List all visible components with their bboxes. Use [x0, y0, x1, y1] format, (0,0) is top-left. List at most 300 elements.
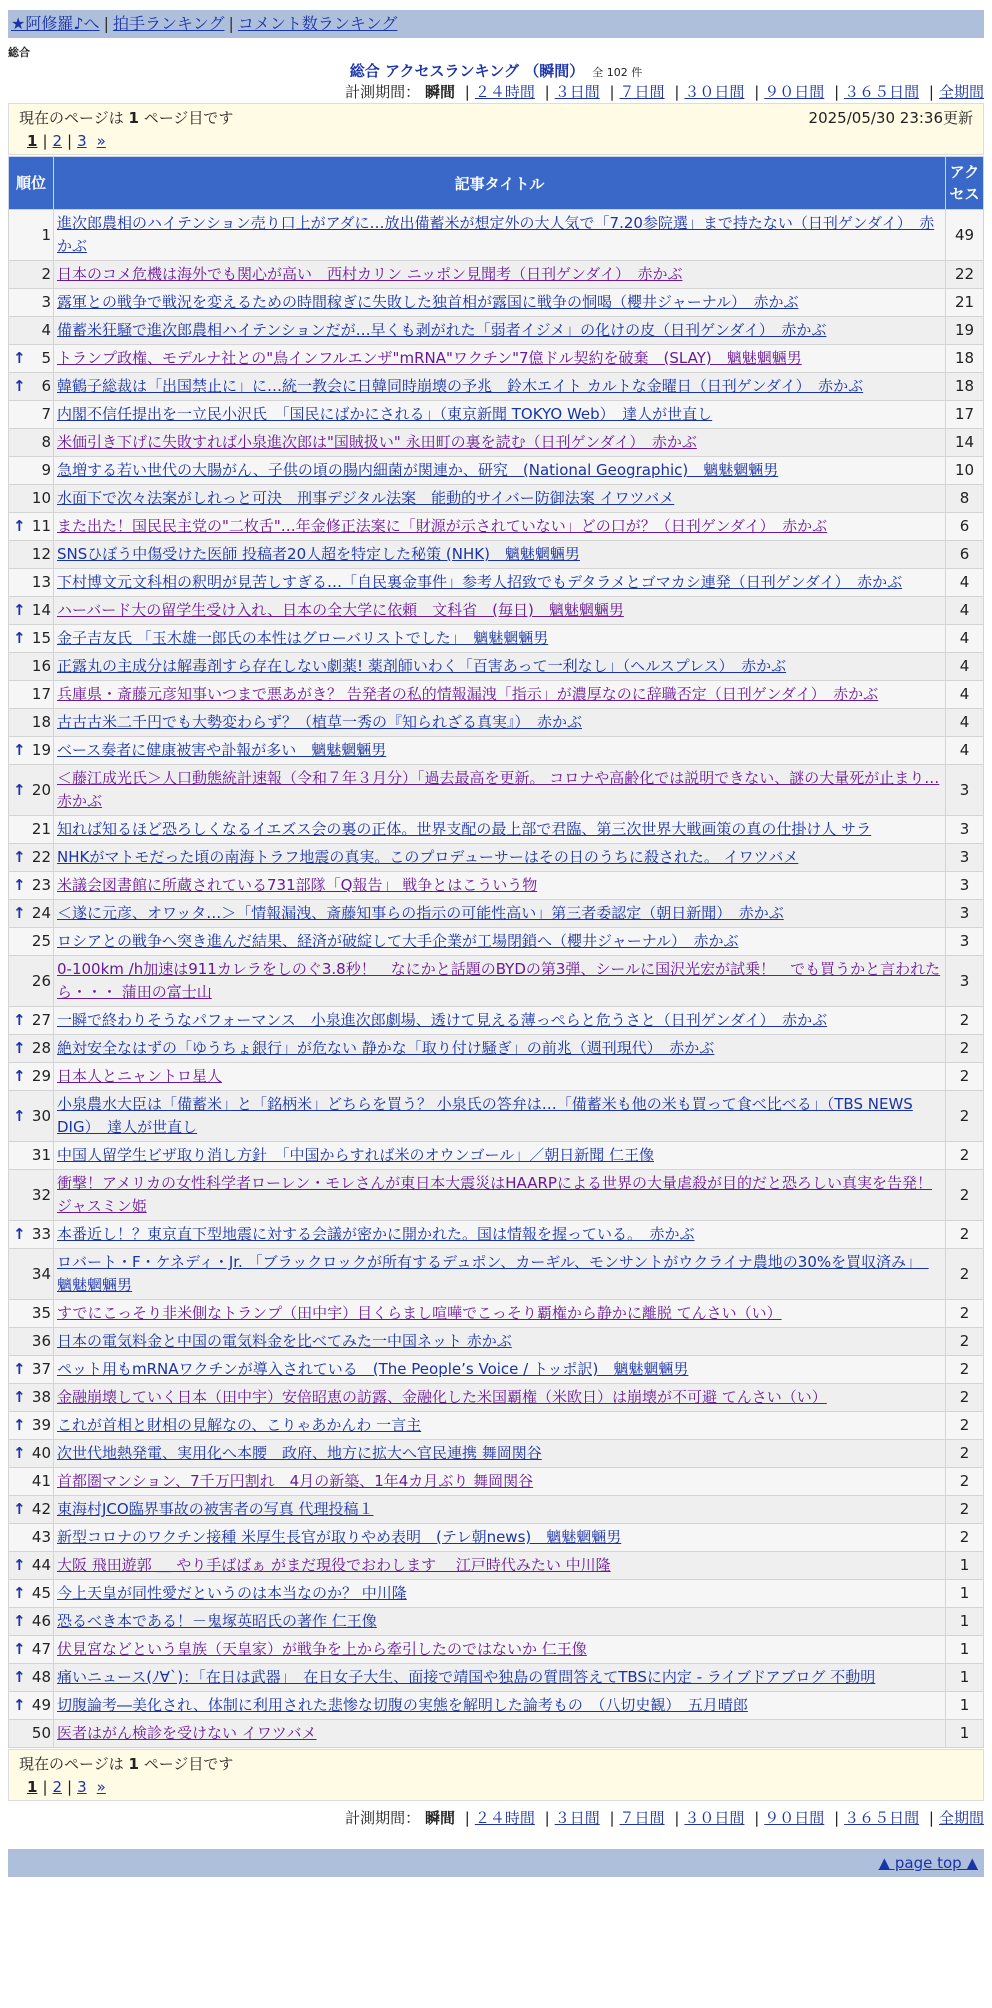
table-row	[9, 653, 984, 681]
rank-number: 13	[31, 573, 51, 591]
article-link[interactable]: 進次郎農相のハイテンション売り口上がアダに…放出備蓄米が想定外の大人気で「7.20参院選」まで持たない（日刊ゲンダイ） 赤かぶ	[57, 214, 935, 255]
rank-up-arrow-icon: ↑	[13, 904, 26, 922]
article-link[interactable]: 大阪 飛田遊郭 ＿ やり手ばばぁ がまだ現役でおわします 江戸時代みたい 中川隆	[57, 1556, 611, 1574]
title-cell	[54, 541, 946, 569]
rank-cell	[9, 569, 54, 597]
table-row	[9, 1692, 984, 1720]
table-row	[9, 1300, 984, 1328]
article-link[interactable]: 今上天皇が同性愛だというのは本当なのか？ 中川隆	[57, 1584, 407, 1602]
rank-cell	[9, 1524, 54, 1552]
article-link[interactable]: すでにこっそり非米側なトランプ（田中宇）目くらまし喧嘩でこっそり覇権から静かに離脱 てんさい（い）	[57, 1304, 782, 1322]
table-row	[9, 1142, 984, 1170]
rank-cell	[9, 900, 54, 928]
rank-cell	[9, 429, 54, 457]
period-365d[interactable]: ３６５日間	[844, 83, 920, 101]
article-link[interactable]: 医者はがん検診を受けない イワツバメ	[57, 1724, 317, 1742]
table-row	[9, 1328, 984, 1356]
rank-up-arrow-icon: ↑	[13, 601, 26, 619]
rank-up-arrow-icon: ↑	[13, 377, 26, 395]
rank-number: 46	[31, 1612, 51, 1630]
article-link[interactable]: 米議会図書館に所蔵されている731部隊「Q報告」 戦争とはこういう物	[57, 876, 538, 894]
table-row	[9, 900, 984, 928]
access-count: 1	[946, 1636, 984, 1664]
period-24h[interactable]: ２４時間	[474, 1809, 535, 1827]
rank-cell	[9, 485, 54, 513]
rank-cell	[9, 289, 54, 317]
title-cell	[54, 1063, 946, 1091]
article-link[interactable]: 内閣不信任提出を一立民小沢氏 「国民にばかにされる」（東京新聞 TOKYO Web） 達人が世直し	[57, 405, 713, 423]
top-nav	[8, 10, 984, 38]
rank-cell	[9, 1636, 54, 1664]
header-title: 記事タイトル	[54, 157, 946, 210]
rank-number: 31	[31, 1146, 51, 1164]
article-link[interactable]: 兵庫県・斎藤元彦知事いつまで悪あがき？ 告発者の私的情報漏洩「指示」が濃厚なのに辞職否定（日刊ゲンダイ） 赤かぶ	[57, 685, 879, 703]
table-row	[9, 261, 984, 289]
article-link[interactable]: 新型コロナのワクチン接種 米厚生長官が取りやめ表明 (テレ朝news) 魑魅魍魎男	[57, 1528, 622, 1546]
rank-up-arrow-icon: ↑	[13, 1668, 26, 1686]
access-count: 2	[946, 1356, 984, 1384]
rank-cell	[9, 872, 54, 900]
rank-up-arrow-icon: ↑	[13, 1696, 26, 1714]
page-link-3[interactable]: 3	[77, 1778, 87, 1796]
article-link[interactable]: 知れば知るほど恐ろしくなるイエズス会の裏の正体。世界支配の最上部で君臨、第三次世界大戦画策の真の仕掛け人 サラ	[57, 820, 872, 838]
period-3d[interactable]: ３日間	[554, 1809, 600, 1827]
rank-number: 34	[31, 1264, 51, 1283]
header-rank: 順位	[9, 157, 54, 210]
rank-up-arrow-icon: ↑	[13, 1039, 26, 1057]
period-7d[interactable]: ７日間	[619, 1809, 665, 1827]
page-link-current: 1	[27, 132, 38, 150]
rank-cell	[9, 541, 54, 569]
page-link-current: 1	[27, 1778, 38, 1796]
article-link[interactable]: 金子吉友氏 「玉木雄一郎氏の本性はグローバリストでした」 魑魅魍魎男	[57, 629, 549, 647]
access-count: 4	[946, 681, 984, 709]
rank-number: 44	[31, 1556, 51, 1574]
rank-number: 49	[31, 1696, 51, 1714]
rank-cell	[9, 1007, 54, 1035]
period-24h[interactable]: ２４時間	[474, 83, 535, 101]
rank-up-arrow-icon: ↑	[13, 1416, 26, 1434]
period-all[interactable]: 全期間	[938, 1809, 984, 1827]
title-cell	[54, 345, 946, 373]
access-count: 2	[946, 1170, 984, 1221]
nav-asyura-home[interactable]: ★阿修羅♪へ	[11, 14, 100, 33]
article-link[interactable]: ロバート・F・ケネディ・Jr. 「ブラックロックが所有するデュポン、カーギル、モンサントがウクライナ農地の30%を買収済み」 魑魅魍魎男	[57, 1253, 929, 1294]
article-link[interactable]: 衝撃！アメリカの女性科学者ローレン・モレさんが東日本大震災はHAARPによる世界の大量虐殺が目的だと恐ろしい真実を告発！ ジャスミン姫	[57, 1174, 932, 1215]
rank-cell	[9, 765, 54, 816]
table-row	[9, 1608, 984, 1636]
rank-up-arrow-icon: ↑	[13, 349, 26, 367]
table-row	[9, 872, 984, 900]
period-selector-bottom: 計測期間： 瞬間 | ２４時間 | ３日間 | ７日間 | ３０日間 | ９０日間 | ３６５日間 | 全期間	[345, 1809, 984, 1827]
article-link[interactable]: 備蓄米狂騒で進次郎農相ハイテンションだが…早くも剥がれた「弱者イジメ」の化けの皮（日刊ゲンダイ） 赤かぶ	[57, 321, 827, 339]
rank-number: 11	[31, 517, 51, 535]
period-selector-top: 計測期間： 瞬間 | ２４時間 | ３日間 | ７日間 | ３０日間 | ９０日間 | ３６５日間 | 全期間	[345, 83, 984, 101]
title-cell	[54, 1636, 946, 1664]
access-count: 1	[946, 1580, 984, 1608]
article-link[interactable]: ＜藤江成光氏＞人口動態統計速報（令和７年３月分）「過去最高を更新。 コロナや高齢化では説明できない、謎の大量死が止まり… 赤かぶ	[57, 769, 940, 810]
rank-cell	[9, 844, 54, 872]
rank-number: 18	[31, 713, 51, 731]
title-cell	[54, 1035, 946, 1063]
rank-up-arrow-icon: ↑	[13, 1388, 26, 1406]
page-link-2[interactable]: 2	[52, 132, 63, 150]
rank-cell	[9, 709, 54, 737]
rank-cell	[9, 1580, 54, 1608]
rank-cell	[9, 345, 54, 373]
title-cell	[54, 1300, 946, 1328]
table-row	[9, 1524, 984, 1552]
article-link[interactable]: これが首相と財相の見解なの、こりゃあかんわ 一言主	[57, 1416, 422, 1434]
title-cell	[54, 1142, 946, 1170]
period-label: 計測期間：	[345, 83, 421, 101]
title-cell	[54, 1720, 946, 1748]
table-row	[9, 373, 984, 401]
pagination-box-top	[8, 103, 984, 155]
table-row	[9, 289, 984, 317]
table-row	[9, 1720, 984, 1748]
article-link[interactable]: NHKがマトモだった頃の南海トラフ地震の真実。このプロデューサーはその日のうちに殺された。 イワツバメ	[57, 848, 799, 866]
rank-cell	[9, 1664, 54, 1692]
title-cell	[54, 1328, 946, 1356]
access-count: 2	[946, 1496, 984, 1524]
table-row	[9, 1552, 984, 1580]
table-row	[9, 625, 984, 653]
article-link[interactable]: 日本のコメ危機は海外でも関心が高い 西村カリン ニッポン見聞考（日刊ゲンダイ） 赤かぶ	[57, 265, 683, 283]
title-cell	[54, 373, 946, 401]
rank-cell	[9, 1720, 54, 1748]
access-count: 3	[946, 844, 984, 872]
article-link[interactable]: 急増する若い世代の大腸がん、子供の頃の腸内細菌が関連か、研究 (National Geographic) 魑魅魍魎男	[57, 461, 779, 479]
table-row	[9, 513, 984, 541]
rank-number: 3	[41, 293, 51, 311]
rank-number: 36	[31, 1332, 51, 1350]
rank-number: 40	[31, 1444, 51, 1462]
article-link[interactable]: 一瞬で終わりそうなパフォーマンス 小泉進次郎劇場、透けて見える薄っぺらと危うさと（日刊ゲンダイ） 赤かぶ	[57, 1011, 828, 1029]
table-row	[9, 1496, 984, 1524]
article-link[interactable]: 切腹論考―美化され、体制に利用された悲惨な切腹の実態を解明した論考もの （八切史観） 五月晴郎	[57, 1696, 748, 1714]
access-count: 10	[946, 457, 984, 485]
page-link-next[interactable]: »	[96, 1778, 106, 1796]
access-count: 21	[946, 289, 984, 317]
rank-up-arrow-icon: ↑	[13, 629, 26, 647]
period-current: 瞬間	[424, 83, 455, 101]
title-cell	[54, 210, 946, 261]
article-link[interactable]: 正露丸の主成分は解毒剤すら存在しない劇薬! 薬剤師いわく「百害あって一利なし」（ヘルスプレス） 赤かぶ	[57, 657, 787, 675]
access-count: 2	[946, 1384, 984, 1412]
access-count: 17	[946, 401, 984, 429]
table-row	[9, 210, 984, 261]
article-link[interactable]: 古古古米二千円でも大勢変わらず？（植草一秀の『知られざる真実』） 赤かぶ	[57, 713, 583, 731]
article-link[interactable]: 本番近し！？東京直下型地震に対する会議が密かに開かれた。国は情報を握っている。 赤かぶ	[57, 1225, 695, 1243]
title-cell	[54, 1091, 946, 1142]
table-row	[9, 345, 984, 373]
rank-cell	[9, 816, 54, 844]
rank-cell	[9, 1496, 54, 1524]
period-all[interactable]: 全期間	[938, 83, 984, 101]
table-row	[9, 1580, 984, 1608]
rank-cell	[9, 928, 54, 956]
page-link-next[interactable]: »	[96, 132, 106, 150]
title-cell	[54, 1221, 946, 1249]
rank-up-arrow-icon: ↑	[13, 1011, 26, 1029]
rank-cell	[9, 261, 54, 289]
article-link[interactable]: ロシアとの戦争へ突き進んだ結果、経済が破綻して大手企業が工場閉鎖へ（櫻井ジャーナル） 赤かぶ	[57, 932, 739, 950]
access-count: 3	[946, 956, 984, 1007]
table-row	[9, 1007, 984, 1035]
rank-cell	[9, 1356, 54, 1384]
rank-cell	[9, 653, 54, 681]
access-count: 19	[946, 317, 984, 345]
page-link-3[interactable]: 3	[77, 132, 87, 150]
access-count: 18	[946, 373, 984, 401]
article-link[interactable]: 絶対安全なはずの「ゆうちょ銀行」が危ない 静かな「取り付け騒ぎ」の前兆（週刊現代） 赤かぶ	[57, 1039, 715, 1057]
table-row	[9, 816, 984, 844]
title-cell	[54, 1412, 946, 1440]
title-cell	[54, 401, 946, 429]
title-cell	[54, 289, 946, 317]
title-cell	[54, 737, 946, 765]
rank-number: 26	[31, 971, 51, 990]
title-cell	[54, 844, 946, 872]
rank-cell	[9, 625, 54, 653]
rank-number: 10	[31, 489, 51, 507]
rank-cell	[9, 956, 54, 1007]
article-link[interactable]: トランプ政権、モデルナ社との"鳥インフルエンザ"mRNA"ワクチン"7億ドル契約を破棄 (SLAY) 魑魅魍魎男	[57, 349, 802, 367]
access-count: 8	[946, 485, 984, 513]
rank-number: 27	[31, 1011, 51, 1029]
rank-number: 47	[31, 1640, 51, 1658]
article-link[interactable]: 次世代地熱発電、実用化へ本腰 政府、地方に拡大へ官民連携 舞岡関谷	[57, 1444, 542, 1462]
table-row	[9, 1636, 984, 1664]
rank-number: 38	[31, 1388, 51, 1406]
rank-number: 19	[31, 741, 51, 759]
title-cell	[54, 1692, 946, 1720]
title-cell	[54, 765, 946, 816]
article-link[interactable]: 露軍との戦争で戦況を変えるための時間稼ぎに失敗した独首相が露国に戦争の恫喝（櫻井ジャーナル） 赤かぶ	[57, 293, 799, 311]
title-cell	[54, 1524, 946, 1552]
article-link[interactable]: 伏見宮などという皇族（天皇家）が戦争を上から牽引したのではないか 仁王像	[57, 1640, 587, 1658]
article-link[interactable]: 小泉農水大臣は「備蓄米」と「銘柄米」どちらを買う？ 小泉氏の答弁は…「備蓄米も他の米も買って食べ比べる」（TBS NEWS DIG） 達人が世直し	[57, 1095, 913, 1136]
title-cell	[54, 1356, 946, 1384]
rank-up-arrow-icon: ↑	[13, 741, 26, 759]
title-cell	[54, 709, 946, 737]
rank-cell	[9, 597, 54, 625]
rank-up-arrow-icon: ↑	[13, 1225, 26, 1243]
access-count: 6	[946, 541, 984, 569]
period-7d[interactable]: ７日間	[619, 83, 665, 101]
access-count: 2	[946, 1412, 984, 1440]
nav-comment-ranking[interactable]: コメント数ランキング	[237, 14, 398, 33]
rank-number: 32	[31, 1185, 51, 1204]
rank-number: 48	[31, 1668, 51, 1686]
title-cell	[54, 317, 946, 345]
rank-number: 39	[31, 1416, 51, 1434]
table-row	[9, 401, 984, 429]
access-count: 2	[946, 1468, 984, 1496]
rank-number: 15	[31, 629, 51, 647]
article-link[interactable]: ペット用もmRNAワクチンが導入されている (The People’s Voice / トッポ訳) 魑魅魍魎男	[57, 1360, 689, 1378]
rank-up-arrow-icon: ↑	[13, 1444, 26, 1462]
access-count: 2	[946, 1249, 984, 1300]
article-link[interactable]: 恐るべき本である！－鬼塚英昭氏の著作 仁王像	[57, 1612, 377, 1630]
nav-separator: |	[103, 14, 109, 33]
table-row	[9, 1664, 984, 1692]
rank-up-arrow-icon: ↑	[13, 1360, 26, 1378]
rank-cell	[9, 401, 54, 429]
rank-cell	[9, 737, 54, 765]
article-link[interactable]: 東海村JCO臨界事故の被害者の写真 代理投稿１	[57, 1500, 374, 1518]
title-cell	[54, 1170, 946, 1221]
rank-up-arrow-icon: ↑	[13, 1556, 26, 1574]
rank-cell	[9, 1468, 54, 1496]
title-cell	[54, 1664, 946, 1692]
page-top-link[interactable]: ▲ page top ▲	[878, 1854, 978, 1872]
rank-number: 24	[31, 904, 51, 922]
title-cell	[54, 1552, 946, 1580]
rank-cell	[9, 1221, 54, 1249]
table-row	[9, 1091, 984, 1142]
access-count: 4	[946, 569, 984, 597]
period-90d[interactable]: ９０日間	[764, 83, 825, 101]
article-link[interactable]: ＜遂に元彦、オワッタ…＞「情報漏洩、斎藤知事らの指示の可能性高い」第三者委認定（朝日新聞） 赤かぶ	[57, 904, 784, 922]
article-link[interactable]: 水面下で次々法案がしれっと可決 刑事デジタル法案 能動的サイバー防御法案 イワツバメ	[57, 489, 675, 507]
period-30d[interactable]: ３０日間	[684, 83, 745, 101]
period-30d[interactable]: ３０日間	[684, 1809, 745, 1827]
article-link[interactable]: 日本人とニャントロ星人	[57, 1067, 223, 1085]
period-label: 計測期間：	[345, 1809, 421, 1827]
access-count: 18	[946, 345, 984, 373]
access-count: 3	[946, 928, 984, 956]
article-link[interactable]: ハーバード大の留学生受け入れ、日本の全大学に依頼 文科省 (毎日) 魑魅魍魎男	[57, 601, 624, 619]
table-row	[9, 597, 984, 625]
current-page-info: 現在のページは 1 ページ目です	[19, 109, 234, 127]
updated-time: 2025/05/30 23:36更新	[808, 109, 973, 127]
rank-number: 37	[31, 1360, 51, 1378]
ranking-heading	[8, 61, 984, 81]
rank-cell	[9, 1608, 54, 1636]
table-row	[9, 1384, 984, 1412]
rank-number: 16	[31, 657, 51, 675]
article-link[interactable]: 0-100km /h加速は911カレラをしのぐ3.8秒！ なにかと話題のBYDの第3弾、シールに国沢光宏が試乗！ でも買うかと言われたら・・・ 蒲田の富士山	[57, 960, 941, 1001]
article-link[interactable]: また出た！国民民主党の"二枚舌"…年金修正法案に「財源が示されていない」どの口が？（日刊ゲンダイ） 赤かぶ	[57, 517, 828, 535]
article-link[interactable]: 日本の電気料金と中国の電気料金を比べてみた一中国ネット 赤かぶ	[57, 1332, 512, 1350]
article-link[interactable]: 中国人留学生ビザ取り消し方針 「中国からすれば米のオウンゴール」／朝日新聞 仁王像	[57, 1146, 654, 1164]
title-cell	[54, 1496, 946, 1524]
title-cell	[54, 1468, 946, 1496]
rank-cell	[9, 1091, 54, 1142]
title-cell	[54, 625, 946, 653]
access-count: 2	[946, 1221, 984, 1249]
rank-number: 2	[41, 265, 51, 283]
table-header-row	[9, 157, 984, 210]
rank-number: 9	[41, 461, 51, 479]
title-cell	[54, 900, 946, 928]
rank-number: 43	[31, 1528, 51, 1546]
rank-cell	[9, 681, 54, 709]
page-link-2[interactable]: 2	[52, 1778, 63, 1796]
rank-number: 7	[41, 405, 51, 423]
access-count: 1	[946, 1720, 984, 1748]
rank-number: 4	[41, 321, 51, 339]
access-count: 1	[946, 1692, 984, 1720]
rank-number: 22	[31, 848, 51, 866]
rank-up-arrow-icon: ↑	[13, 517, 26, 535]
table-row	[9, 569, 984, 597]
table-row	[9, 1221, 984, 1249]
access-count: 2	[946, 1328, 984, 1356]
access-count: 4	[946, 597, 984, 625]
article-link[interactable]: 韓鶴子総裁は「出国禁止に」に…統一教会に日韓同時崩壊の予兆 鈴木エイト カルトな金曜日（日刊ゲンダイ） 赤かぶ	[57, 377, 864, 395]
access-count: 6	[946, 513, 984, 541]
article-link[interactable]: SNSひぼう中傷受けた医師 投稿者20人超を特定した秘策 (NHK) 魑魅魍魎男	[57, 545, 580, 563]
nav-separator: |	[228, 14, 234, 33]
rank-number: 30	[31, 1106, 51, 1125]
access-count: 4	[946, 653, 984, 681]
access-count: 2	[946, 1035, 984, 1063]
rank-number: 35	[31, 1304, 51, 1322]
rank-number: 23	[31, 876, 51, 894]
title-cell	[54, 513, 946, 541]
title-cell	[54, 597, 946, 625]
table-row	[9, 1356, 984, 1384]
rank-up-arrow-icon: ↑	[13, 780, 26, 799]
section-label: 総合	[8, 46, 30, 59]
rank-number: 14	[31, 601, 51, 619]
table-row	[9, 765, 984, 816]
table-row	[9, 1249, 984, 1300]
rank-cell	[9, 1384, 54, 1412]
period-365d[interactable]: ３６５日間	[844, 1809, 920, 1827]
table-row	[9, 1468, 984, 1496]
rank-number: 45	[31, 1584, 51, 1602]
rank-up-arrow-icon: ↑	[13, 1500, 26, 1518]
table-row	[9, 1412, 984, 1440]
access-count: 2	[946, 1524, 984, 1552]
table-row	[9, 1063, 984, 1091]
period-90d[interactable]: ９０日間	[764, 1809, 825, 1827]
table-row	[9, 1440, 984, 1468]
article-link[interactable]: 米価引き下げに失敗すれば小泉進次郎は"国賊扱い" 永田町の裏を読む（日刊ゲンダイ） 赤かぶ	[57, 433, 697, 451]
article-link[interactable]: 首都圏マンション、7千万円割れ 4月の新築、1年4カ月ぶり 舞岡関谷	[57, 1472, 534, 1490]
title-cell	[54, 1440, 946, 1468]
article-link[interactable]: ベース奏者に健康被害や訃報が多い 魑魅魍魎男	[57, 741, 387, 759]
article-link[interactable]: 下村博文元文科相の釈明が見苦しすぎる…「自民裏金事件」参考人招致でもデタラメとゴマカシ連発（日刊ゲンダイ） 赤かぶ	[57, 573, 903, 591]
rank-number: 42	[31, 1500, 51, 1518]
rank-number: 33	[31, 1225, 51, 1243]
title-cell	[54, 485, 946, 513]
access-count: 49	[946, 210, 984, 261]
access-count: 3	[946, 816, 984, 844]
rank-number: 17	[31, 685, 51, 703]
article-link[interactable]: 痛いニュース(ﾉ∀`)：「在日は武器」 在日女子大生、面接で靖国や独島の質問答えてTBSに内定 - ライブドアブログ 不動明	[57, 1668, 876, 1686]
access-count: 2	[946, 1091, 984, 1142]
rank-cell	[9, 1063, 54, 1091]
rank-number: 21	[31, 820, 51, 838]
title-cell	[54, 429, 946, 457]
title-cell	[54, 681, 946, 709]
table-row	[9, 928, 984, 956]
table-row	[9, 541, 984, 569]
title-cell	[54, 1384, 946, 1412]
article-link[interactable]: 金融崩壊していく日本（田中宇）安倍昭恵の訪露、金融化した米国覇権（米欧日）は崩壊が不可避 てんさい（い）	[57, 1388, 827, 1406]
nav-clap-ranking[interactable]: 拍手ランキング	[112, 14, 225, 33]
pagination-box-bottom	[8, 1749, 984, 1801]
rank-number: 41	[31, 1472, 51, 1490]
access-count: 3	[946, 900, 984, 928]
access-count: 2	[946, 1007, 984, 1035]
period-3d[interactable]: ３日間	[554, 83, 600, 101]
